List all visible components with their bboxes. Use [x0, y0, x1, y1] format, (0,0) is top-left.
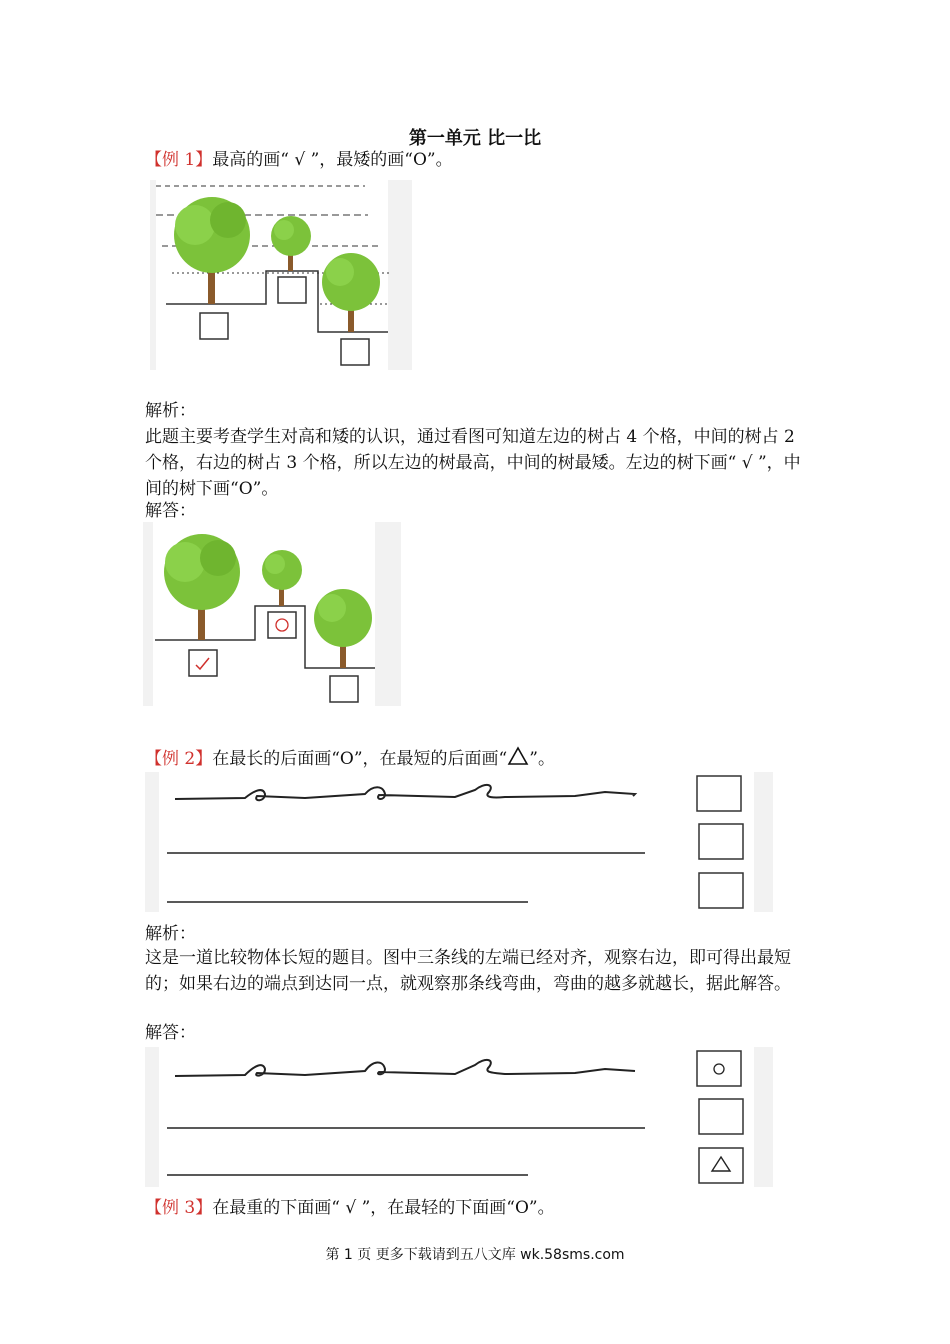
example-1-text: 最高的画“ √ ”，最矮的画“O”。 [212, 150, 453, 170]
tree-height-answer-figure [143, 522, 401, 706]
example-1-tag: 【例 1】 [145, 150, 213, 170]
page-footer: 第 1 页 更多下载请到五八文库 wk.58sms.com [325, 1247, 625, 1263]
example-3-question [145, 1196, 555, 1221]
triangle-icon [507, 746, 529, 766]
answer-box [699, 873, 743, 908]
example-2-tag: 【例 2】 [145, 749, 213, 769]
answer-box [697, 776, 741, 811]
answer-box [341, 339, 369, 365]
analysis-label-2: 解析： [145, 924, 196, 944]
example-1-question [145, 148, 453, 173]
analysis-label-1: 解析： [145, 401, 196, 421]
page-title: 第一单元 比一比 [408, 128, 542, 149]
answer-box [699, 1148, 743, 1183]
answer-label-1: 解答： [145, 501, 196, 521]
answer-label-2: 解答： [145, 1023, 196, 1043]
analysis-text-2: 这是一道比较物体长短的题目。图中三条线的左端已经对齐，观察右边，即可得出最短的；如果右边的端点到达同一点，就观察那条线弯曲，弯曲的越多就越长，据此解答。 [145, 948, 791, 994]
analysis-text-1: 此题主要考查学生对高和矮的认识，通过看图可知道左边的树占 4 个格，中间的树占 2 个格，右边的树占 3 个格，所以左边的树最高，中间的树最矮。左边的树下画“ √ ”，中间的树下画“O”。 [145, 427, 801, 499]
example-3-tag: 【例 3】 [145, 1198, 213, 1218]
answer-box [697, 1051, 741, 1086]
answer-box [200, 313, 228, 339]
answer-box [189, 650, 217, 676]
example-2-text: 在最长的后面画“O”，在最短的后面画“ [212, 749, 508, 769]
line-length-figure [145, 772, 773, 912]
answer-box [699, 1099, 743, 1134]
answer-box [268, 612, 296, 638]
example-2-text-end: ”。 [529, 749, 555, 769]
line-length-answer-figure [145, 1047, 773, 1187]
example-3-text: 在最重的下面画“ √ ”，在最轻的下面画“O”。 [212, 1198, 555, 1218]
answer-box [278, 277, 306, 303]
example-2-question [145, 746, 555, 772]
answer-box [699, 824, 743, 859]
answer-box [330, 676, 358, 702]
tree-height-figure [150, 180, 412, 370]
